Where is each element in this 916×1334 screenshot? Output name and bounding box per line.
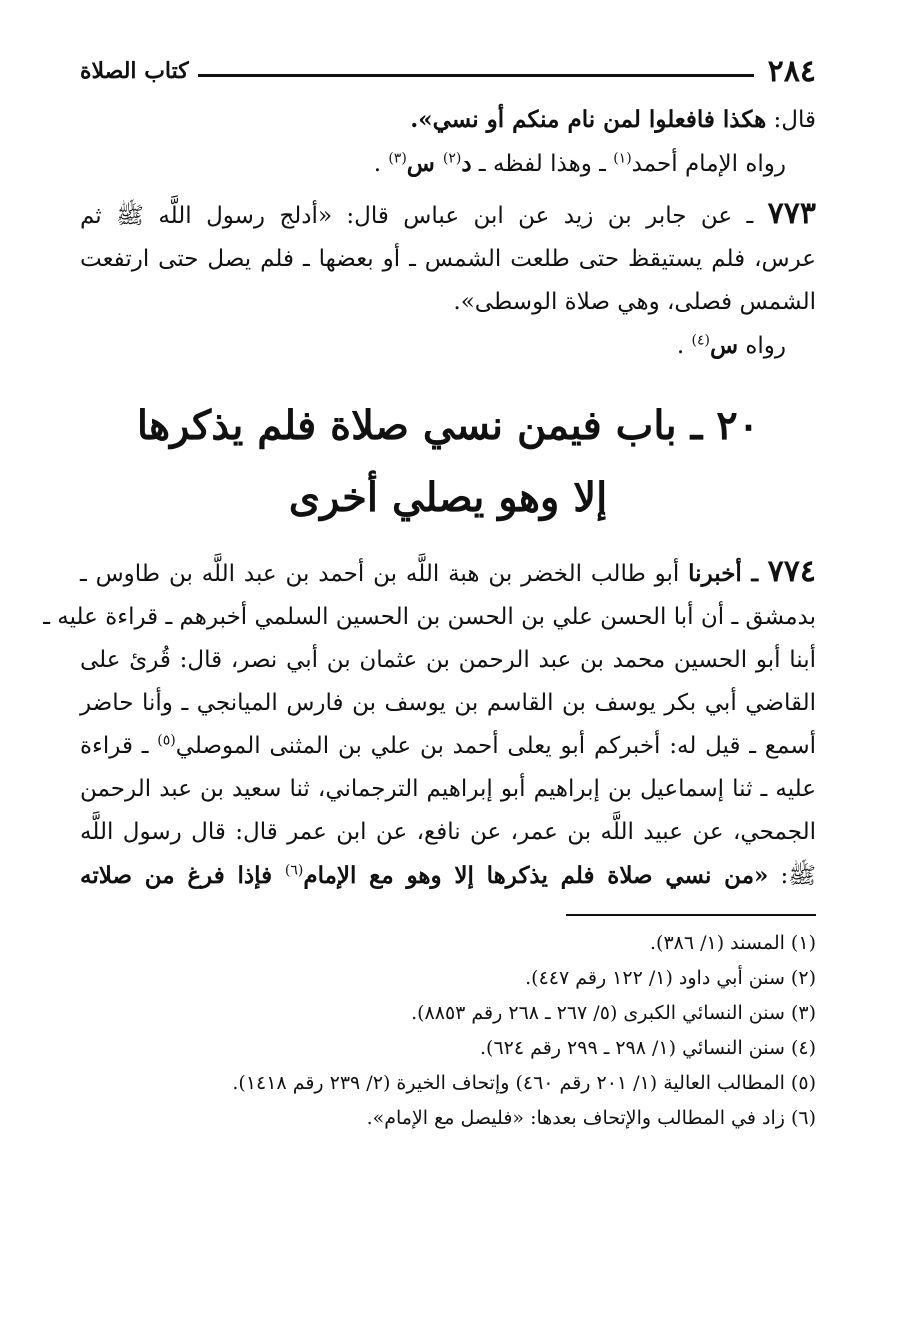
footnote-4: (٤) سنن النسائي (١/ ٢٩٨ ـ ٢٩٩ رقم ٦٢٤).: [479, 1037, 816, 1059]
hadith-774-text-5a: أسمع ـ قيل له: أخبركم أبو يعلى أحمد بن علي بن المثنى الموصلي: [175, 733, 816, 759]
hadith-773-line-1: [80, 192, 816, 238]
footnote-5: (٥) المطالب العالية (١/ ٢٠١ رقم ٤٦٠) وإتحاف الخيرة (٢/ ٢٣٩ رقم ١٤١٨).: [232, 1072, 816, 1094]
header-rule: [198, 74, 754, 77]
hadith-774-line-3: أبنا أبو الحسين محمد بن عبد الرحمن بن عثمان بن أبي نصر، قال: قُرئ على: [80, 647, 816, 673]
hadith-774-line-6: عليه ـ ثنا إسماعيل بن إبراهيم أبو إبراهيم الترجماني، ثنا سعيد بن عبد الرحمن: [80, 776, 816, 802]
hadith-774-text-5b: ـ قراءة: [80, 733, 158, 759]
footnote-ref-3[interactable]: (٣): [388, 150, 407, 167]
hadith-774-line-4: القاضي أبي بكر يوسف بن القاسم بن يوسف بن فارس الميانجي ـ وأنا حاضر: [80, 690, 816, 716]
chapter-heading: [80, 390, 816, 534]
text-line-1: [80, 98, 816, 142]
footnote-3: (٣) سنن النسائي الكبرى (٥/ ٢٦٧ ـ ٢٦٨ رقم ٨٨٥٣).: [411, 1002, 816, 1024]
page-number: ٢٨٤: [767, 54, 816, 89]
hadith-773-attribution: [80, 324, 786, 368]
footnote-ref-5[interactable]: (٥): [157, 732, 176, 749]
attribution-end: .: [676, 333, 692, 359]
hadith-773-line-3: الشمس فصلى، وهي صلاة الوسطى».: [453, 289, 816, 315]
hadith-773-text-1: ـ عن جابر بن زيد عن ابن عباس قال: «أدلج رسول اللَّه ﷺ ثم: [80, 203, 768, 229]
akhbarana-word: ـ أخبرنا: [688, 560, 768, 587]
salutation-glyph: ﷺ:: [768, 863, 816, 889]
line-1-bold: هكذا فافعلوا لمن نام منكم أو نسي».: [410, 106, 767, 133]
hadith-774-line-7: الجمحي، عن عبيد اللَّه بن عمر، عن نافع، عن ابن عمر قال: قال رسول اللَّه: [80, 819, 816, 845]
hadith-774-line-8: [80, 854, 816, 898]
hadith-773-line-2: عرس، فلم يستيقظ حتى طلعت الشمس ـ أو بعضها ـ فلم يصل حتى ارتفعت: [80, 246, 816, 272]
source-code-s: س: [406, 150, 443, 177]
footnote-ref-2[interactable]: (٢): [442, 150, 462, 167]
hadith-774-line-2: بدمشق ـ أن أبا الحسن علي بن الحسن بن الحسين السلمي أخبرهم ـ قراءة عليه ـ: [43, 604, 816, 630]
attribution-prefix: رواه: [738, 333, 786, 359]
footnote-separator: [566, 914, 816, 916]
hadith-774-text-1: أبو طالب الخضر بن هبة اللَّه بن أحمد بن عبد اللَّه بن طاوس ـ: [80, 561, 689, 587]
text-line-2: [80, 142, 786, 186]
line-2-a: رواه الإمام أحمد: [631, 151, 786, 177]
hadith-774-matn: «من نسي صلاة فلم يذكرها إلا وهو مع الإمام: [303, 862, 769, 889]
book-page: [43, 52, 816, 1136]
hadith-number-773: ٧٧٣: [767, 196, 816, 231]
source-code-s-2: س: [709, 332, 739, 359]
chapter-heading-line-1: ٢٠ ـ باب فيمن نسي صلاة فلم يذكرها: [136, 402, 760, 449]
footnote-ref-6[interactable]: (٦): [284, 862, 304, 879]
book-title: كتاب الصلاة: [80, 58, 189, 84]
footnote-1: (١) المسند (١/ ٣٨٦).: [649, 932, 816, 954]
footnote-ref-4[interactable]: (٤): [691, 332, 710, 349]
hadith-774-line-1: [80, 550, 816, 596]
line-2-b: ـ وهذا لفظه ـ: [471, 151, 614, 177]
footnote-ref-1[interactable]: (١): [613, 150, 632, 167]
source-code-d: د: [461, 150, 472, 177]
main-text: [43, 98, 816, 898]
hadith-774: [43, 550, 816, 898]
hadith-774-line-5: [80, 725, 816, 768]
footnote-2: (٢) سنن أبي داود (١/ ١٢٢ رقم ٤٤٧).: [525, 967, 816, 989]
hadith-774-matn-cont: فإذا فرغ من صلاته: [80, 862, 285, 889]
footnote-6: (٦) زاد في المطالب والإتحاف بعدها: «فليصل مع الإمام».: [366, 1107, 816, 1129]
hadith-number-774: ٧٧٤: [767, 554, 816, 589]
footnotes: [80, 926, 816, 1136]
line-1-prefix: قال:: [766, 107, 816, 133]
running-header: [80, 52, 816, 92]
line-2-end: .: [373, 151, 389, 177]
chapter-heading-line-2: إلا وهو يصلي أخرى: [288, 474, 608, 521]
